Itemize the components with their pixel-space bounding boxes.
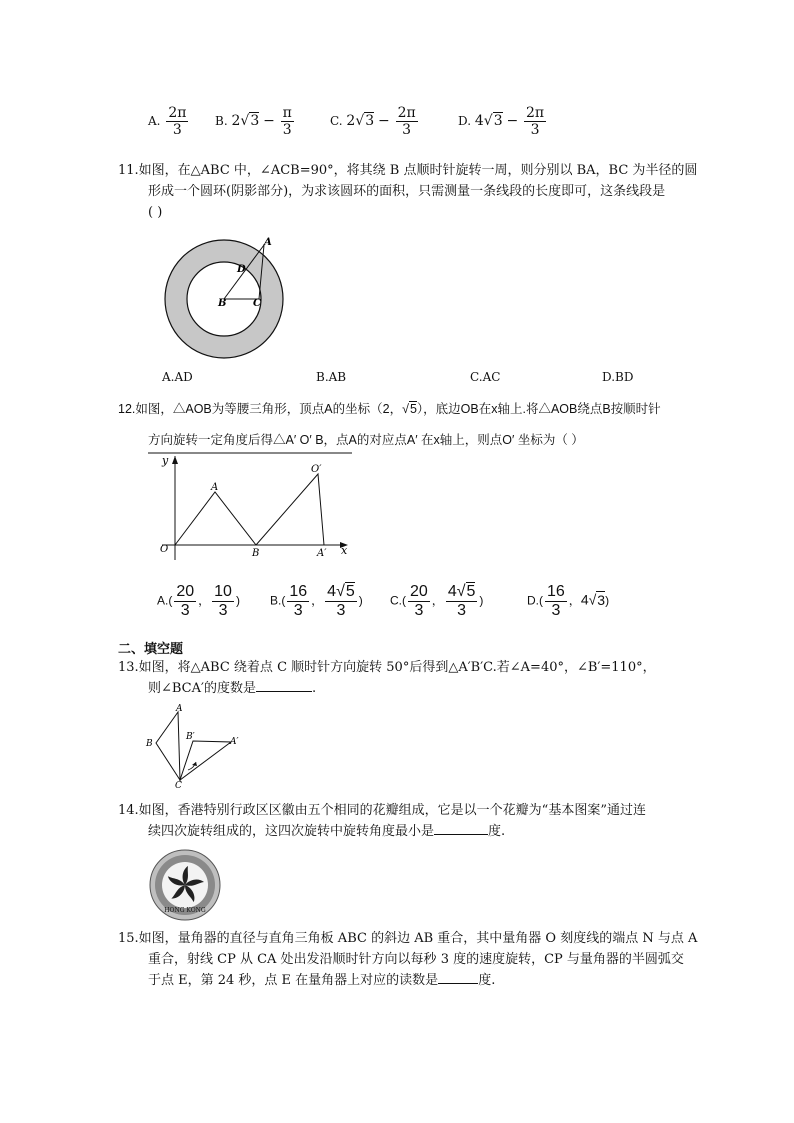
label-a: A — [211, 482, 219, 493]
q10-option-a: A. $\frac{2\pi}{3}$ — [148, 105, 187, 138]
q15-text — [118, 928, 718, 991]
label-a-prime: A′ — [317, 548, 327, 559]
q12-option-d: D.( $\frac{16}{3}$ ，4√3) — [527, 583, 610, 619]
label-a: A — [264, 237, 272, 248]
triangle-abc — [156, 712, 180, 780]
q12-line2: 方向旋转一定角度后得△A′ O′ B，点A的对应点A′ 在x轴上，则点O′ 坐标为（ ） — [148, 433, 584, 447]
q15-line1: 15.如图，量角器的直径与直角三角板 ABC 的斜边 AB 重合，其中量角器 O 刻度线的端点 N 与点 A — [118, 931, 698, 946]
q10-option-b: B. 2√3 − $\frac{\pi}{3}$ — [215, 105, 292, 138]
label-b: B — [252, 548, 260, 559]
label-b: B — [218, 298, 227, 309]
hong-kong-emblem-icon — [145, 848, 225, 922]
emblem-text: HONG KONG — [164, 907, 206, 914]
q14-line2: 续四次旋转组成的，这四次旋转中旋转角度最小是 度. — [148, 824, 506, 839]
label-y: y — [162, 454, 169, 467]
triangle-a2o2b — [256, 474, 324, 545]
q11-line1: 11.如图，在△ABC 中，∠ACB=90°，将其绕 B 点顺时针旋转一周，则分别以 BA，BC 为半径的圆 — [118, 163, 698, 178]
q13-rotation-figure — [140, 702, 260, 788]
q15-line3: 于点 E，第 24 秒，点 E 在量角器上对应的读数是 度. — [148, 973, 496, 988]
q13-text — [118, 657, 718, 699]
section-title: 二、填空题 — [118, 642, 184, 657]
q11-option-d: D.BD — [602, 370, 634, 384]
label-o-prime: O′ — [311, 464, 322, 475]
triangle-aob — [175, 492, 256, 545]
q11-annulus-figure — [160, 232, 290, 362]
q11-line3: ( ) — [148, 205, 163, 220]
q12-option-c: C.( $\frac{20}{3}$ ， $\frac{4√5}{3}$ ) — [390, 583, 484, 619]
label-a: A — [176, 704, 183, 714]
q15-answer-blank[interactable] — [438, 971, 478, 984]
arc-arrow — [192, 762, 197, 766]
q12-coordinate-figure — [148, 450, 358, 562]
q14-line1: 14.如图，香港特别行政区区徽由五个相同的花瓣组成，它是以一个花瓣为“基本图案”通过连 — [118, 803, 646, 818]
q11-line2: 形成一个圆环(阴影部分)，为求该圆环的面积，只需测量一条线段的长度即可，这条线段是 — [148, 184, 666, 199]
label-b: B — [146, 739, 153, 749]
label-o: O — [160, 544, 169, 555]
q12-line1: 12.如图，△AOB为等腰三角形，顶点A的坐标（2，√5），底边OB在x轴上.将△AOB绕点B按顺时针 — [118, 402, 661, 416]
q14-answer-blank[interactable] — [434, 822, 488, 835]
q13-answer-blank[interactable] — [256, 679, 312, 692]
label-c: C — [175, 781, 182, 788]
label-b-prime: B′ — [186, 732, 195, 742]
label-x: x — [341, 544, 348, 557]
q10-option-c: C. 2√3 − $\frac{2\pi}{3}$ — [330, 105, 416, 138]
q11-option-b: B.AB — [316, 370, 347, 384]
q11-option-c: C.AC — [470, 370, 501, 384]
q13-line1: 13.如图，将△ABC 绕着点 C 顺时针方向旋转 50°后得到△A′B′C.若∠A=40°，∠B′=110°， — [118, 660, 656, 675]
q12-option-b: B.( $\frac{16}{3}$ ， $\frac{4√5}{3}$ ) — [270, 583, 363, 619]
q11-option-a: A.AD — [162, 370, 193, 384]
q15-line2: 重合，射线 CP 从 CA 处出发沿顺时针方向以每秒 3 度的速度旋转，CP 与量角器的半圆弧交 — [148, 952, 684, 967]
y-arrow — [172, 456, 178, 464]
q12-option-a: A.( $\frac{20}{3}$ ， $\frac{10}{3}$ ) — [157, 583, 240, 619]
q10-option-d: D. 4√3 − $\frac{2\pi}{3}$ — [458, 105, 545, 138]
label-d: D — [237, 264, 246, 275]
q13-line2: 则∠BCA′的度数是 . — [148, 681, 317, 696]
triangle-a2b2c — [180, 741, 231, 780]
q11-text — [118, 160, 718, 223]
q14-text — [118, 800, 718, 842]
label-a-prime: A′ — [230, 737, 239, 747]
label-c: C — [253, 298, 261, 309]
